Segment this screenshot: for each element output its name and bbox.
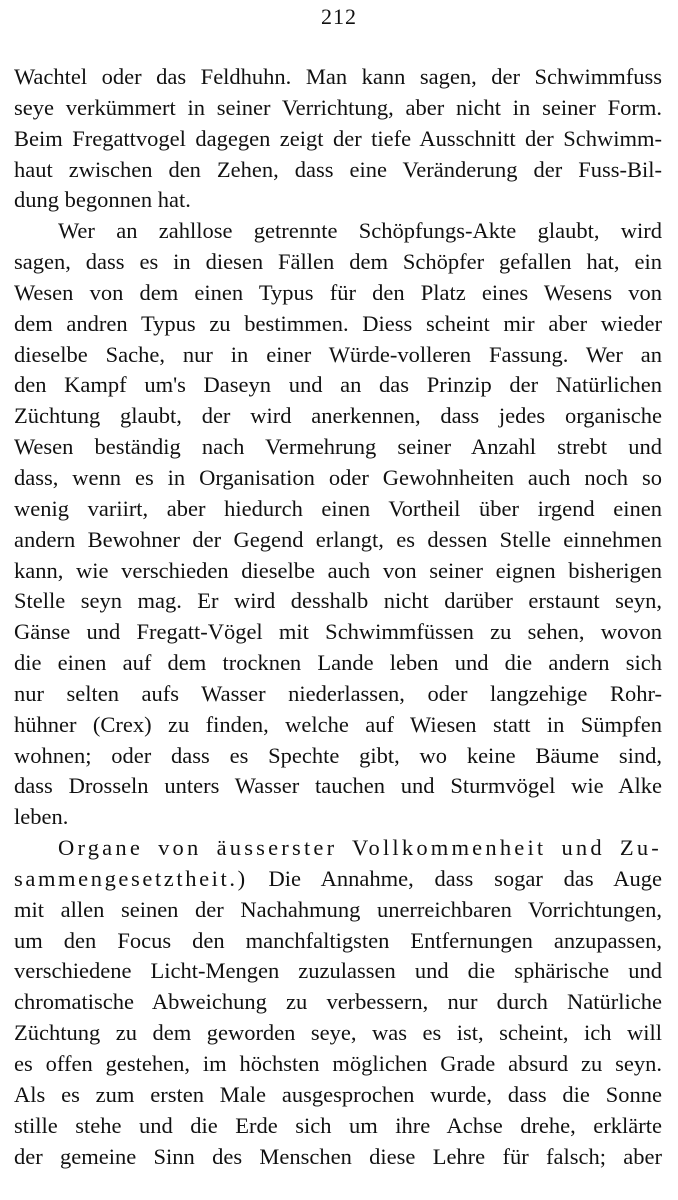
section-heading-continuation: sammengesetztheit.) xyxy=(14,865,248,891)
text-line: dieselbe Sache, nur in einer Würde-volleren Fassung. Wer an xyxy=(14,341,662,367)
text-line: dem andren Typus zu bestimmen. Diess scheint mir aber wieder xyxy=(14,310,662,336)
text-line: Wesen von dem einen Typus für den Platz eines Wesens von xyxy=(14,279,662,305)
text-line: chromatische Abweichung zu verbessern, nur durch Natürliche xyxy=(14,989,662,1015)
paragraph-start: Die Annahme, dass sogar das Auge xyxy=(247,865,662,891)
text-line: seye verkümmert in seiner Verrichtung, aber nicht in seiner Form. xyxy=(14,94,662,120)
text-line: es offen gestehen, im höchsten möglichen Grade absurd zu seyn. xyxy=(14,1051,662,1076)
text-line: andern Bewohner der Gegend erlangt, es dessen Stelle einnehmen xyxy=(14,526,662,552)
section-heading: Organe von äusserster Vollkommenheit und Zu- xyxy=(58,835,662,861)
text-line: sagen, dass es in diesen Fällen dem Schöpfer gefallen hat, ein xyxy=(14,249,662,275)
text-line: mit allen seinen der Nachahmung unerreichbaren Vorrichtungen, xyxy=(14,896,662,922)
text-line xyxy=(14,864,662,895)
text-line: Züchtung glaubt, der wird anerkennen, dass jedes organische xyxy=(14,403,662,429)
text-line: der gemeine Sinn des Menschen diese Lehre für falsch; aber xyxy=(14,1143,662,1169)
body-text xyxy=(14,62,662,1172)
section-heading-line xyxy=(14,833,662,864)
text-line: nur selten aufs Wasser niederlassen, oder langzehige Rohr- xyxy=(14,680,662,706)
text-line: Als es zum ersten Male ausgesprochen wurde, dass die Sonne xyxy=(14,1081,662,1107)
text-line: wohnen; oder dass es Spechte gibt, wo keine Bäume sind, xyxy=(14,742,662,768)
text-line: haut zwischen den Zehen, dass eine Veränderung der Fuss-Bil- xyxy=(14,156,662,182)
text-line: kann, wie verschieden dieselbe auch von seiner eignen bisherigen xyxy=(14,557,662,583)
text-line: dass, wenn es in Organisation oder Gewohnheiten auch noch so xyxy=(14,464,662,490)
text-line: die einen auf dem trocknen Lande leben und die andern sich xyxy=(14,650,662,676)
text-line: Wer an zahllose getrennte Schöpfungs-Akte glaubt, wird xyxy=(58,218,662,244)
text-line: Züchtung zu dem geworden seye, was es ist, scheint, ich will xyxy=(14,1020,662,1046)
text-line: leben. xyxy=(14,804,69,830)
text-line: wenig variirt, aber hiedurch einen Vortheil über irgend einen xyxy=(14,495,662,521)
text-line: Wesen beständig nach Vermehrung seiner Anzahl strebt und xyxy=(14,434,662,460)
text-line: Stelle seyn mag. Er wird desshalb nicht darüber erstaunt seyn, xyxy=(14,588,662,614)
text-line: Beim Fregattvogel dagegen zeigt der tiefe Ausschnitt der Schwimm- xyxy=(14,125,662,151)
text-line: hühner (Crex) zu finden, welche auf Wiesen statt in Sümpfen xyxy=(14,711,662,737)
text-line: den Kampf um's Daseyn und an das Prinzip der Natürlichen xyxy=(14,372,662,398)
page-number: 212 xyxy=(321,4,357,29)
text-line: stille stehe und die Erde sich um ihre Achse drehe, erklärte xyxy=(14,1112,662,1138)
text-line: dass Drosseln unters Wasser tauchen und Sturmvögel wie Alke xyxy=(14,773,662,799)
text-line: Wachtel oder das Feldhuhn. Man kann sagen, der Schwimmfuss xyxy=(14,64,662,89)
text-line: um den Focus den manchfaltigsten Entfernungen anzupassen, xyxy=(14,927,662,953)
text-line: dung begonnen hat. xyxy=(14,187,191,213)
text-line: verschiedene Licht-Mengen zuzulassen und die sphärische und xyxy=(14,958,662,984)
text-line: Gänse und Fregatt-Vögel mit Schwimmfüssen zu sehen, wovon xyxy=(14,619,662,645)
